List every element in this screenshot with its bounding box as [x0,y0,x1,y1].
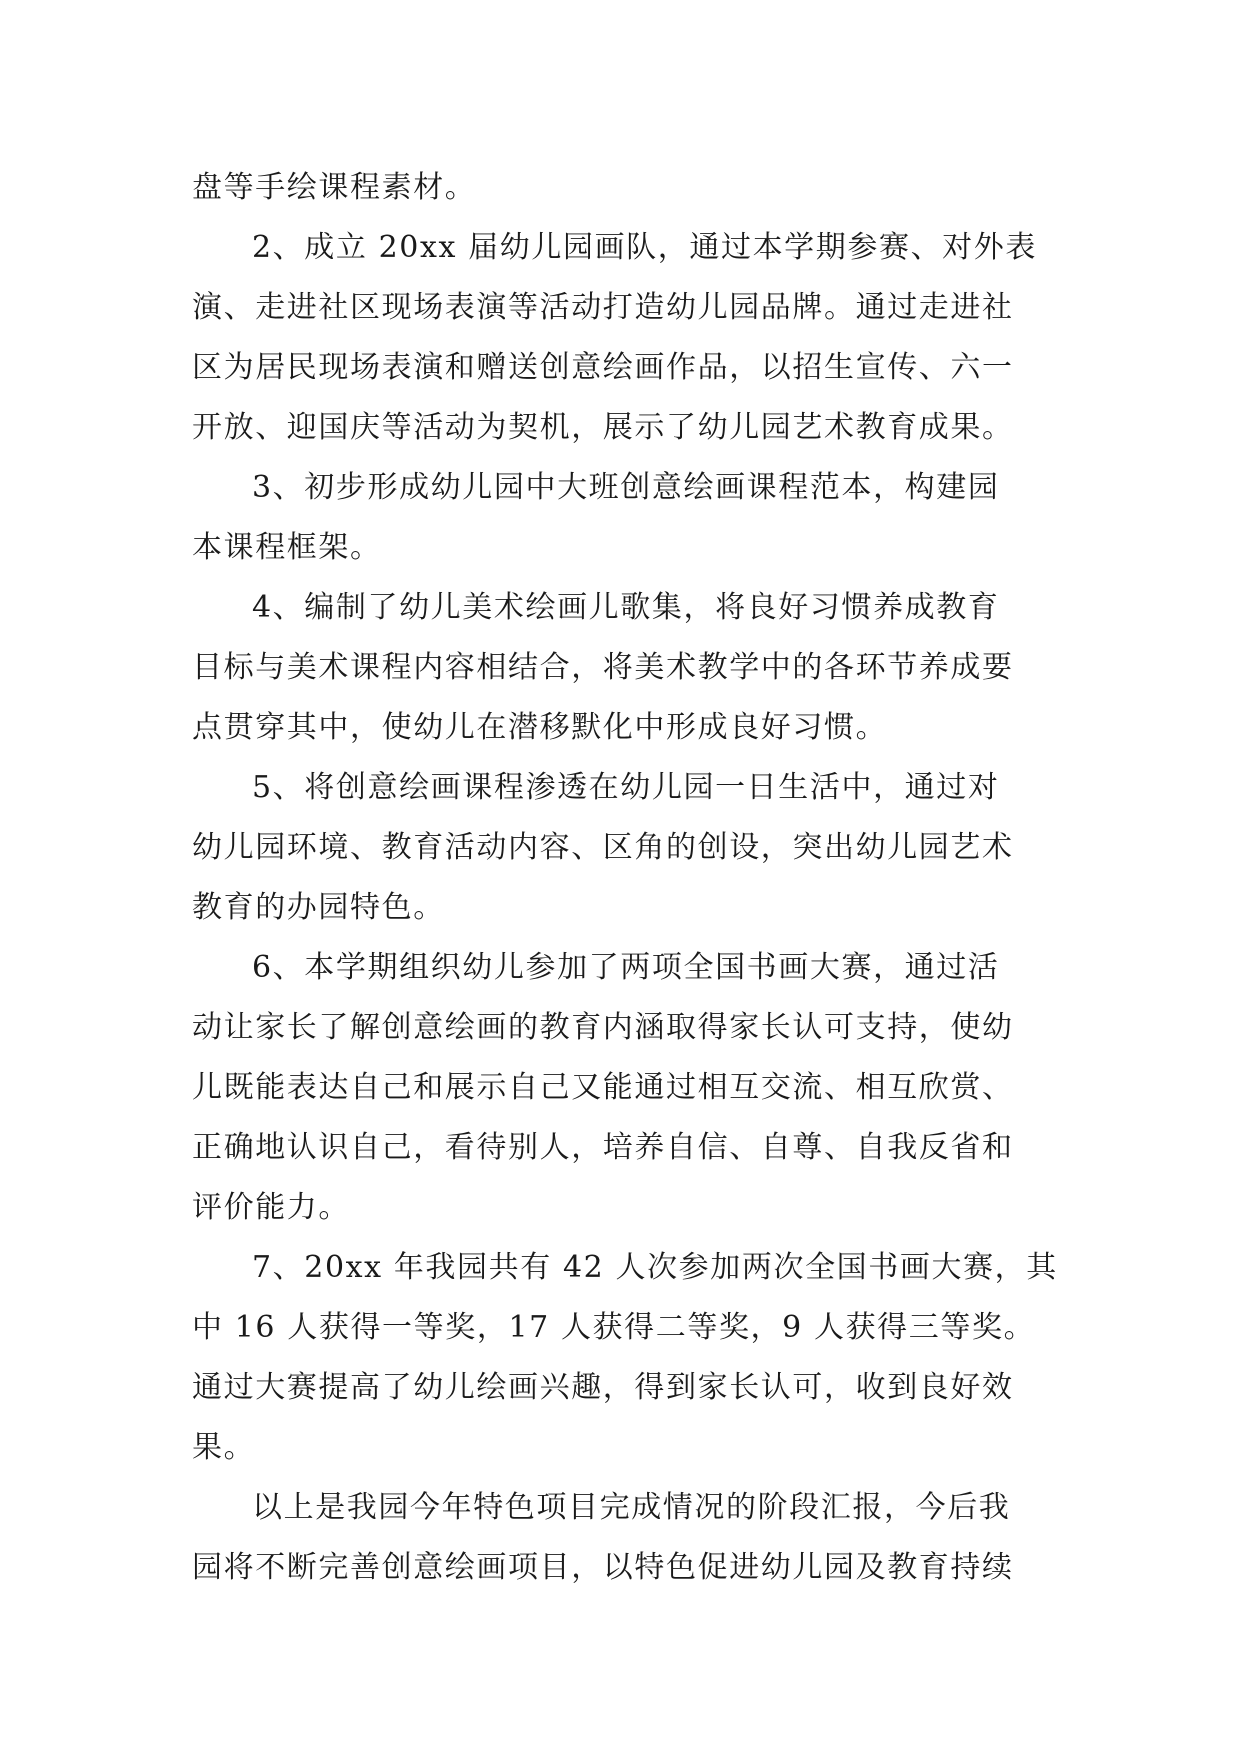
text-line: 评价能力。 [192,1190,350,1225]
text-line: 本课程框架。 [192,530,382,565]
text-line: 果。 [192,1430,256,1465]
text-line: 盘等手绘课程素材。 [192,170,477,205]
text-line: 6、本学期组织幼儿参加了两项全国书画大赛，通过活 [252,950,1000,985]
text-line: 点贯穿其中，使幼儿在潜移默化中形成良好习惯。 [192,710,888,745]
text-line: 开放、迎国庆等活动为契机，展示了幼儿园艺术教育成果。 [192,410,1014,445]
text-line: 幼儿园环境、教育活动内容、区角的创设，突出幼儿园艺术 [192,830,1014,865]
document-body [192,158,1062,1598]
text-line: 教育的办园特色。 [192,890,445,925]
text-line: 演、走进社区现场表演等活动打造幼儿园品牌。通过走进社 [192,290,1014,325]
text-line: 儿既能表达自己和展示自己又能通过相互交流、相互欣赏、 [192,1070,1014,1105]
text-line: 5、将创意绘画课程渗透在幼儿园一日生活中，通过对 [252,770,1000,805]
text-line: 2、成立 20xx 届幼儿园画队，通过本学期参赛、对外表 [252,230,1037,265]
text-line: 目标与美术课程内容相结合，将美术教学中的各环节养成要 [192,650,1014,685]
text-line: 动让家长了解创意绘画的教育内涵取得家长认可支持，使幼 [192,1010,1014,1045]
text-line: 4、编制了幼儿美术绘画儿歌集，将良好习惯养成教育 [252,590,1000,625]
text-line: 7、20xx 年我园共有 42 人次参加两次全国书画大赛，其 [252,1250,1058,1285]
text-line: 正确地认识自己，看待别人，培养自信、自尊、自我反省和 [192,1130,1014,1165]
text-line: 区为居民现场表演和赠送创意绘画作品，以招生宣传、六一 [192,350,1014,385]
text-line: 以上是我园今年特色项目完成情况的阶段汇报，今后我 [252,1490,1011,1525]
text-line: 中 16 人获得一等奖，17 人获得二等奖，9 人获得三等奖。 [192,1310,1036,1345]
text-line: 3、初步形成幼儿园中大班创意绘画课程范本，构建园 [252,470,1000,505]
text-line: 园将不断完善创意绘画项目，以特色促进幼儿园及教育持续 [192,1550,1014,1585]
text-line: 通过大赛提高了幼儿绘画兴趣，得到家长认可，收到良好效 [192,1370,1014,1405]
